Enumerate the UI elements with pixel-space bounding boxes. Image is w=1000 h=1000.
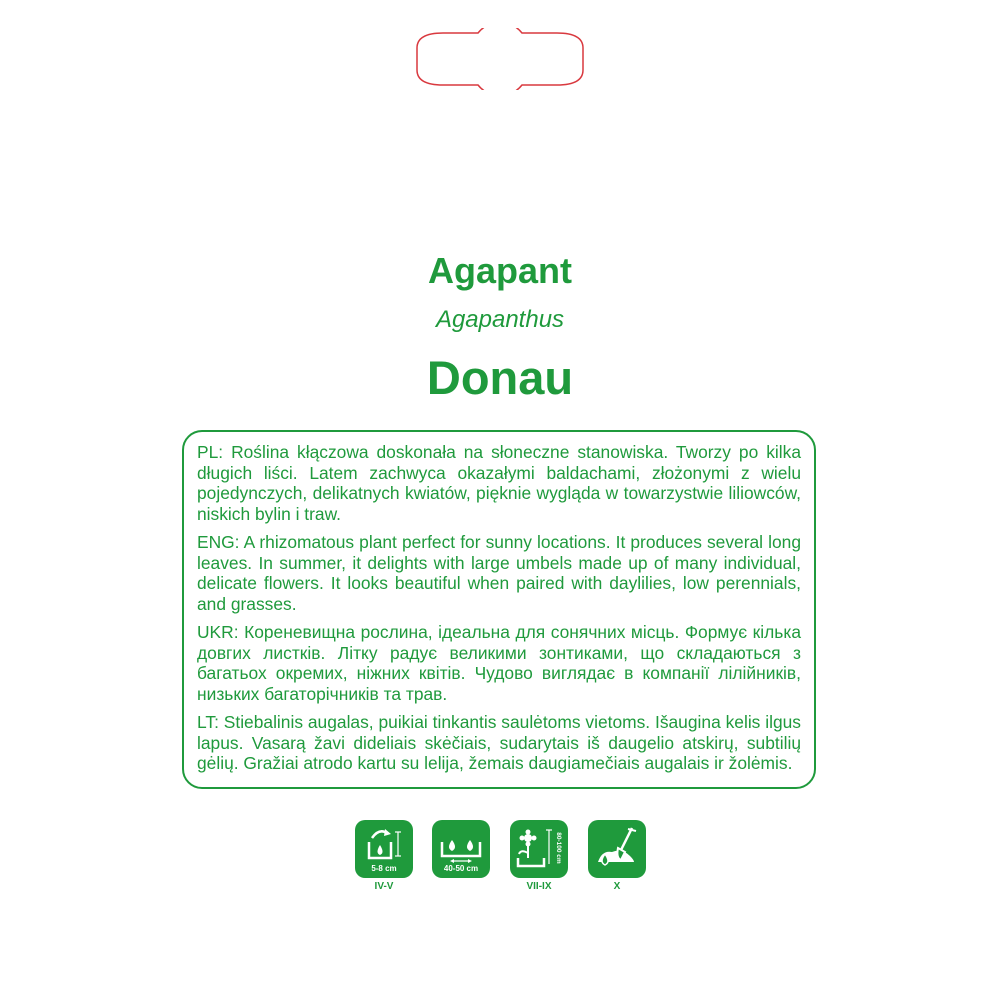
digging-month-label: X (613, 881, 621, 892)
variety-name: Donau (426, 351, 574, 404)
planting-depth-value: 5-8 cm (371, 864, 397, 873)
description-ukr: UKR: Кореневищна рослина, ідеальна для сонячних місць. Формує кілька довгих листків. Літку радує великими зонтиками, що складаються з багатьох окремих, ніжних квітів. Чудово виглядає в компанії лілійників, низьких багаторічників та трав. (197, 622, 801, 704)
description-box (182, 430, 816, 789)
description-eng: ENG: A rhizomatous plant perfect for sunny locations. It produces several long leaves. In summer, it delights with large umbels made up of many individual, delicate flowers. It looks beautiful when paired with daylilies, low perennials, and grasses. (197, 532, 801, 614)
description-lt: LT: Stiebalinis augalas, puikiai tinkantis saulėtoms vietoms. Išaugina kelis ilgus lapus. Vasarą žavi dideliais skėčiais, sudarytais iš daugelio atskirų, subtilių gėlių. Gražiai atrodo kartu su lelija, žemais daugiamečiais augalais ir žolėmis. (197, 712, 801, 773)
description-pl: PL: Roślina kłączowa doskonała na słoneczne stanowiska. Tworzy po kilka długich liści. Latem zachwyca okazałymi baldachami, złożonymi z wielu pojedynczych, delikatnych kwiatów, pięknie wygląda w towarzystwie liliowców, niskich bylin i traw. (197, 442, 801, 524)
spacing-icon (432, 820, 490, 878)
flowering-height-icon (510, 820, 568, 878)
planting-month-label: IV-V (374, 881, 394, 892)
hang-hole (415, 28, 585, 90)
flowering-month-label: VII-IX (526, 881, 552, 892)
spacing-value: 40-50 cm (443, 864, 479, 873)
latin-name: Agapanthus (435, 306, 565, 333)
height-value: 80-100 cm (555, 832, 562, 864)
digging-icon (588, 820, 646, 878)
common-name: Agapant (428, 250, 572, 291)
planting-depth-icon (355, 820, 413, 878)
